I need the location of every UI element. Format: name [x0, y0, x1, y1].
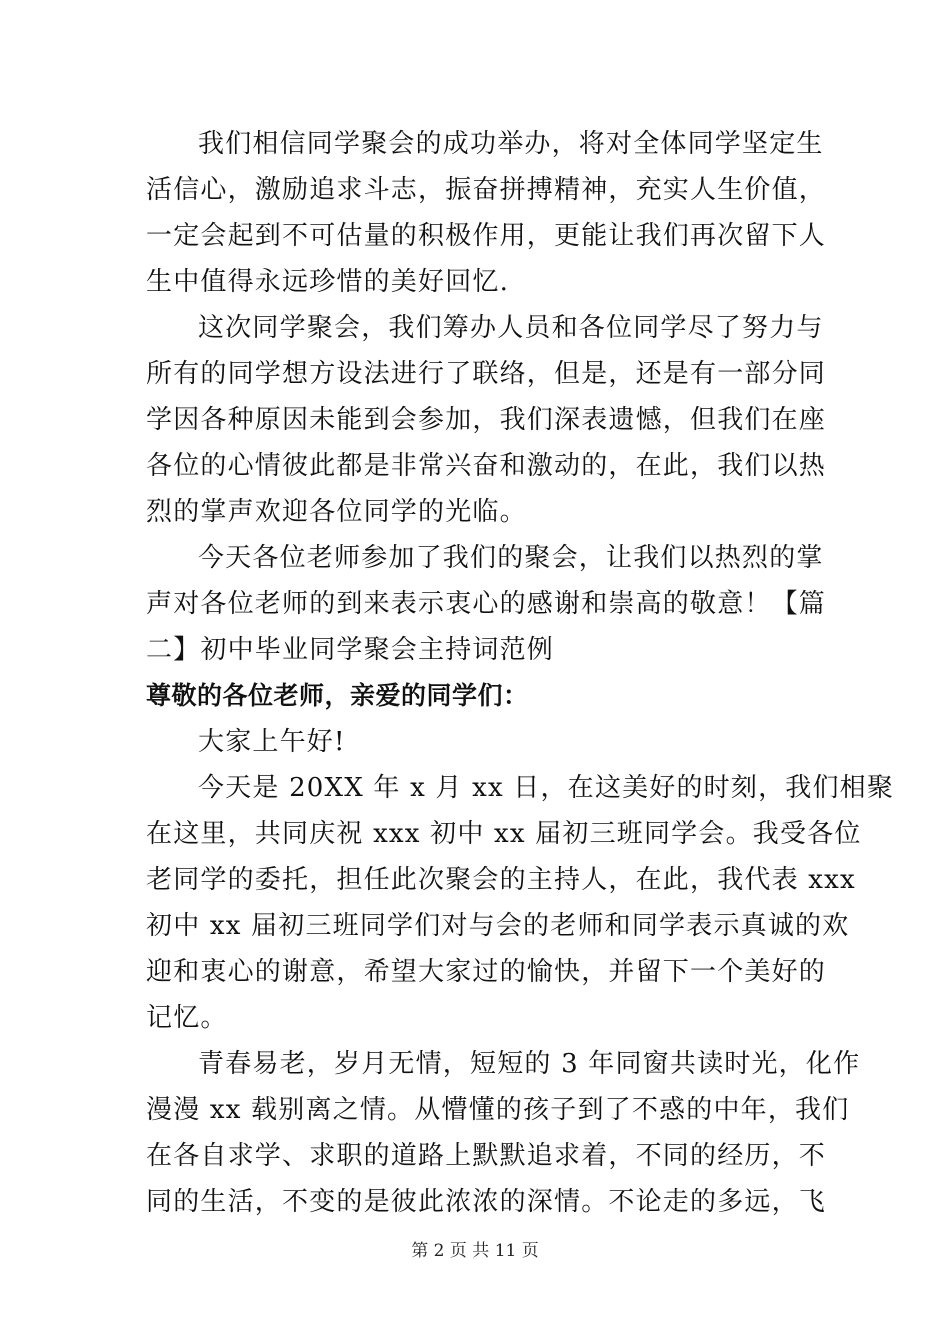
text-line: 一定会起到不可估量的积极作用，更能让我们再次留下人 — [146, 221, 827, 251]
text-line: 初中 xx 届初三班同学们对与会的老师和同学表示真诚的欢 — [146, 911, 850, 941]
text-line: 在各自求学、求职的道路上默默追求着，不同的经历，不 — [146, 1141, 827, 1171]
text-line: 这次同学聚会，我们筹办人员和各位同学尽了努力与 — [198, 313, 824, 343]
page-number-footer: 第 2 页 共 11 页 — [411, 1241, 539, 1261]
text-line: 今天是 20XX 年 x 月 xx 日，在这美好的时刻，我们相聚 — [198, 773, 895, 803]
text-line: 声对各位老师的到来表示衷心的感谢和崇高的敬意！【篇 — [146, 589, 827, 619]
text-line: 活信心，激励追求斗志，振奋拼搏精神，充实人生价值， — [146, 175, 827, 205]
text-line: 漫漫 xx 载别离之情。从懵懂的孩子到了不惑的中年，我们 — [146, 1095, 850, 1125]
text-line: 记忆。 — [146, 1003, 228, 1033]
text-line: 今天各位老师参加了我们的聚会，让我们以热烈的掌 — [198, 543, 824, 573]
text-line: 同的生活，不变的是彼此浓浓的深情。不论走的多远，飞 — [146, 1187, 827, 1217]
text-line: 生中值得永远珍惜的美好回忆. — [146, 267, 510, 297]
text-line: 各位的心情彼此都是非常兴奋和激动的，在此，我们以热 — [146, 451, 827, 481]
text-line: 烈的掌声欢迎各位同学的光临。 — [146, 497, 527, 527]
text-line: 所有的同学想方设法进行了联络，但是，还是有一部分同 — [146, 359, 827, 389]
text-line: 青春易老，岁月无情，短短的 3 年同窗共读时光，化作 — [198, 1049, 861, 1079]
text-line: 老同学的委托，担任此次聚会的主持人，在此，我代表 xxx — [146, 865, 856, 895]
text-line: 在这里，共同庆祝 xxx 初中 xx 届初三班同学会。我受各位 — [146, 819, 862, 849]
text-line: 大家上午好! — [198, 727, 346, 757]
text-line: 学因各种原因未能到会参加，我们深表遗憾，但我们在座 — [146, 405, 827, 435]
text-line: 迎和衷心的谢意，希望大家过的愉快，并留下一个美好的 — [146, 957, 827, 987]
salutation-heading: 尊敬的各位老师，亲爱的同学们： — [146, 681, 529, 710]
text-line: 二】初中毕业同学聚会主持词范例 — [146, 635, 555, 665]
text-line: 我们相信同学聚会的成功举办，将对全体同学坚定生 — [198, 129, 824, 159]
document-body — [146, 121, 895, 1225]
